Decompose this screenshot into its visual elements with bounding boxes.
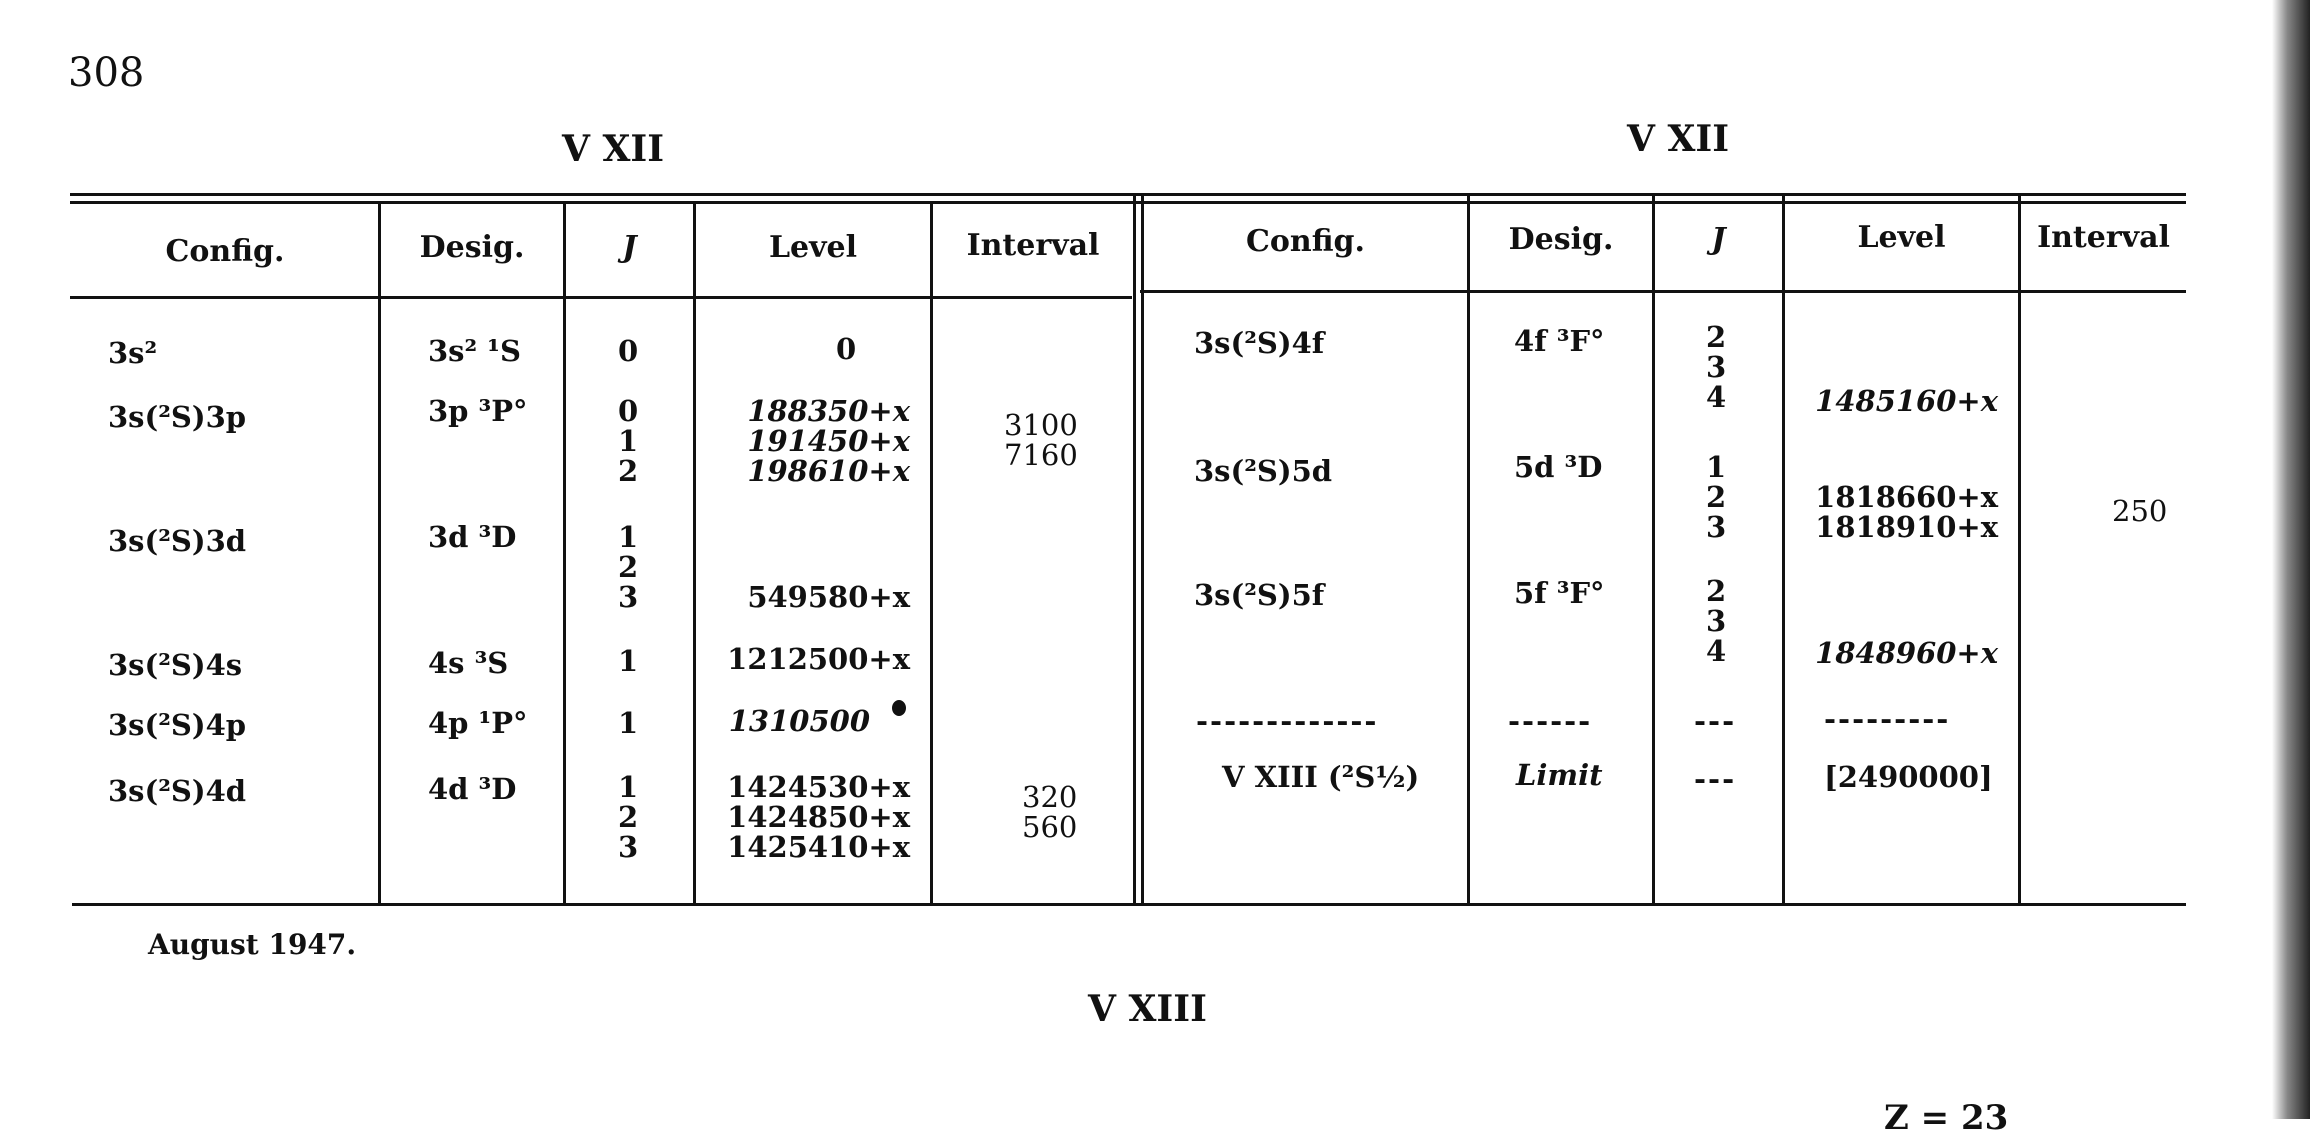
config-cell: 3s(²S)4f xyxy=(1194,326,1325,360)
level-stack: 188350+x 191450+x 198610+x xyxy=(747,394,910,488)
right-header-rule xyxy=(1140,290,2186,293)
center-double-divider xyxy=(1133,195,1136,903)
level-cell: --------- xyxy=(1824,702,1951,736)
j-stack: 2 3 4 xyxy=(1706,320,1727,414)
table-top-rule xyxy=(70,193,2186,196)
desig-cell: 4f ³F° xyxy=(1514,324,1605,358)
desig-cell: 4d ³D xyxy=(428,772,517,806)
col-divider xyxy=(1467,195,1470,903)
j-stack: 2 3 4 xyxy=(1706,574,1727,668)
config-cell: 3s² xyxy=(108,336,158,370)
table-bottom-rule xyxy=(72,903,2186,906)
col-divider xyxy=(1782,195,1785,903)
j-cell: 0 xyxy=(618,334,639,368)
ink-blot-mark xyxy=(892,700,906,716)
scan-page-edge xyxy=(2272,0,2310,1119)
desig-cell: 3d ³D xyxy=(428,520,517,554)
j-stack: 0 1 2 xyxy=(618,394,639,488)
right-table-title: V XII xyxy=(1627,118,1730,160)
j-stack: 1 2 3 xyxy=(618,770,639,864)
header-level: Level xyxy=(768,230,858,265)
header-desig: Desig. xyxy=(419,230,525,265)
desig-cell: 4s ³S xyxy=(428,646,509,680)
left-header-rule xyxy=(70,296,1132,299)
desig-cell: ------ xyxy=(1508,704,1593,738)
config-cell: 3s(²S)5d xyxy=(1194,454,1333,488)
j-cell: --- xyxy=(1694,704,1737,738)
next-section-title: V XIII xyxy=(1088,988,1207,1030)
header-interval: Interval xyxy=(2037,220,2170,255)
config-cell: V XIII (²S½) xyxy=(1222,760,1420,794)
config-cell: 3s(²S)5f xyxy=(1194,578,1325,612)
j-cell: 1 xyxy=(618,706,639,740)
col-divider xyxy=(563,203,566,903)
config-cell: 3s(²S)4p xyxy=(108,708,247,742)
interval-stack: 3100 7160 xyxy=(1004,408,1078,472)
footnote-date: August 1947. xyxy=(148,928,357,961)
page-number: 308 xyxy=(68,50,145,96)
header-interval: Interval xyxy=(966,228,1100,263)
desig-cell: 3s² ¹S xyxy=(428,334,521,368)
level-cell: 0 xyxy=(836,332,857,366)
j-cell: --- xyxy=(1694,762,1737,796)
col-divider xyxy=(693,203,696,903)
col-divider xyxy=(2018,195,2021,903)
config-cell: 3s(²S)3p xyxy=(108,400,247,434)
atomic-number-fragment: Z = 23 xyxy=(1884,1098,2009,1138)
desig-cell: 5d ³D xyxy=(1514,450,1603,484)
desig-cell: 3p ³P° xyxy=(428,394,528,428)
level-stack: 1818660+x 1818910+x xyxy=(1815,480,1998,544)
level-cell: 1848960+x xyxy=(1815,636,1998,670)
config-cell: 3s(²S)4d xyxy=(108,774,247,808)
level-cell: 1212500+x xyxy=(727,642,910,676)
config-cell: 3s(²S)3d xyxy=(108,524,247,558)
header-config: Config. xyxy=(165,234,285,269)
header-j: J xyxy=(1711,222,1726,257)
desig-cell: 4p ¹P° xyxy=(428,706,528,740)
interval-stack: 320 560 xyxy=(1022,780,1078,844)
level-cell: [2490000] xyxy=(1824,760,1993,794)
col-divider xyxy=(1652,195,1655,903)
desig-cell: 5f ³F° xyxy=(1514,576,1605,610)
header-config: Config. xyxy=(1246,224,1365,259)
j-stack: 1 2 3 xyxy=(618,520,639,614)
config-cell: ------------- xyxy=(1196,704,1379,738)
j-stack: 1 2 3 xyxy=(1706,450,1727,544)
level-cell: 549580+x xyxy=(747,580,910,614)
level-stack: 1424530+x 1424850+x 1425410+x xyxy=(727,770,910,864)
col-divider xyxy=(930,203,933,903)
desig-cell: Limit xyxy=(1516,758,1603,792)
j-cell: 1 xyxy=(618,644,639,678)
level-cell: 1485160+x xyxy=(1815,384,1998,418)
left-table-title: V XII xyxy=(562,128,665,170)
col-divider xyxy=(378,203,381,903)
header-j: J xyxy=(622,230,637,265)
interval-cell: 250 xyxy=(2112,494,2168,528)
header-level: Level xyxy=(1857,220,1946,255)
level-cell: 1310500 xyxy=(728,704,870,738)
table-top-rule-2 xyxy=(70,201,2186,204)
config-cell: 3s(²S)4s xyxy=(108,648,243,682)
header-desig: Desig. xyxy=(1508,222,1614,257)
center-double-divider xyxy=(1141,195,1144,903)
